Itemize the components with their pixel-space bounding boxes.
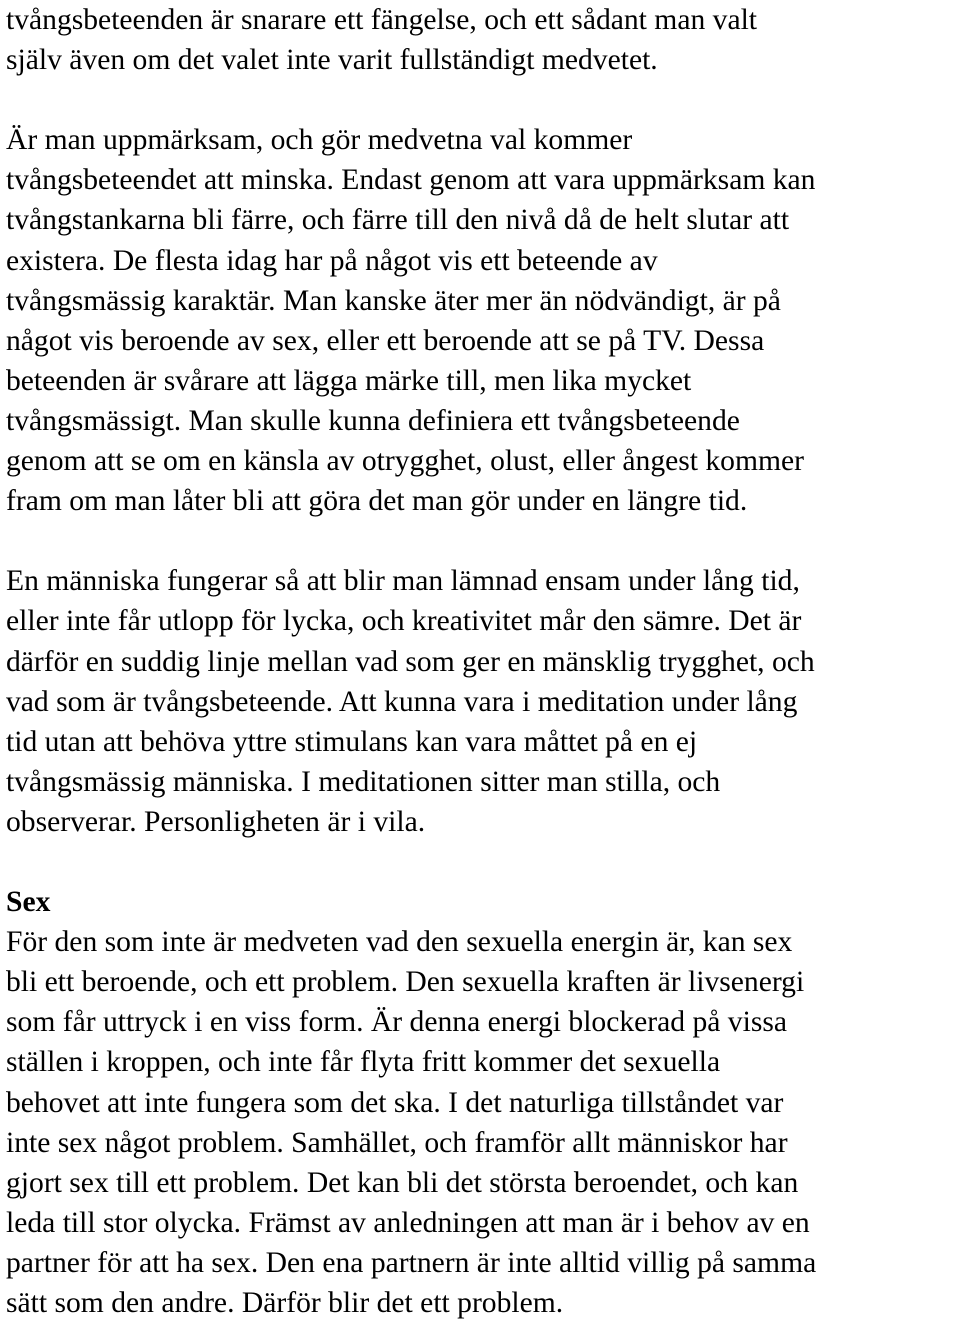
text-line: som får uttryck i en viss form. Är denna energi blockerad på vissa: [6, 1006, 787, 1039]
text-line: eller inte får utlopp för lycka, och kreativitet mår den sämre. Det är: [6, 605, 802, 638]
text-line: tvångsmässig människa. I meditationen sitter man stilla, och: [6, 765, 721, 798]
text-line: En människa fungerar så att blir man lämnad ensam under lång tid,: [6, 565, 800, 598]
paragraph-compulsive-behavior: [6, 120, 956, 521]
section-heading: Sex: [6, 886, 51, 919]
paragraph-human-needs: [6, 561, 956, 842]
text-line: behovet att inte fungera som det ska. I det naturliga tillståndet var: [6, 1086, 784, 1119]
text-line: För den som inte är medveten vad den sexuella energin är, kan sex: [6, 926, 793, 959]
text-line: Är man uppmärksam, och gör medvetna val kommer: [6, 124, 633, 157]
text-line: partner för att ha sex. Den ena partnern är inte alltid villig på samma: [6, 1246, 817, 1279]
text-line: inte sex något problem. Samhället, och framför allt människor har: [6, 1126, 788, 1159]
text-line: tvångsmässig karaktär. Man kanske äter mer än nödvändigt, är på: [6, 284, 781, 317]
text-line: vad som är tvångsbeteende. Att kunna vara i meditation under lång: [6, 685, 798, 718]
text-line: tvångsmässigt. Man skulle kunna definiera ett tvångsbeteende: [6, 404, 740, 437]
text-line: själv även om det valet inte varit fullständigt medvetet.: [6, 44, 658, 77]
paragraph-spacer: [6, 521, 956, 561]
text-line: ställen i kroppen, och inte får flyta fritt kommer det sexuella: [6, 1046, 721, 1079]
text-line: gjort sex till ett problem. Det kan bli det största beroendet, och kan: [6, 1166, 799, 1199]
text-line: tvångsbeteenden är snarare ett fängelse, och ett sådant man valt: [6, 4, 758, 36]
text-line: genom att se om en känsla av otrygghet, olust, eller ångest kommer: [6, 445, 805, 478]
text-line: beteenden är svårare att lägga märke till, men lika mycket: [6, 364, 692, 397]
text-line: observerar. Personligheten är i vila.: [6, 805, 426, 838]
section-sex: [6, 882, 956, 1323]
text-line: bli ett beroende, och ett problem. Den sexuella kraften är livsenergi: [6, 966, 805, 999]
text-line: något vis beroende av sex, eller ett beroende att se på TV. Dessa: [6, 324, 765, 357]
paragraph-spacer: [6, 80, 956, 120]
text-line: tid utan att behöva yttre stimulans kan vara måttet på en ej: [6, 725, 698, 758]
text-line: fram om man låter bli att göra det man gör under en längre tid.: [6, 485, 748, 518]
document-page: [6, 0, 956, 1323]
text-line: därför en suddig linje mellan vad som ger en mänsklig trygghet, och: [6, 645, 815, 678]
text-line: sätt som den andre. Därför blir det ett problem.: [6, 1287, 564, 1319]
text-line: tvångsbeteendet att minska. Endast genom att vara uppmärksam kan: [6, 164, 816, 197]
paragraph-spacer: [6, 842, 956, 882]
text-line: existera. De flesta idag har på något vis ett beteende av: [6, 244, 658, 277]
text-line: tvångstankarna bli färre, och färre till den nivå då de helt slutar att: [6, 204, 790, 237]
text-line: leda till stor olycka. Främst av anledningen att man är i behov av en: [6, 1206, 810, 1239]
paragraph-continued: [6, 0, 956, 80]
